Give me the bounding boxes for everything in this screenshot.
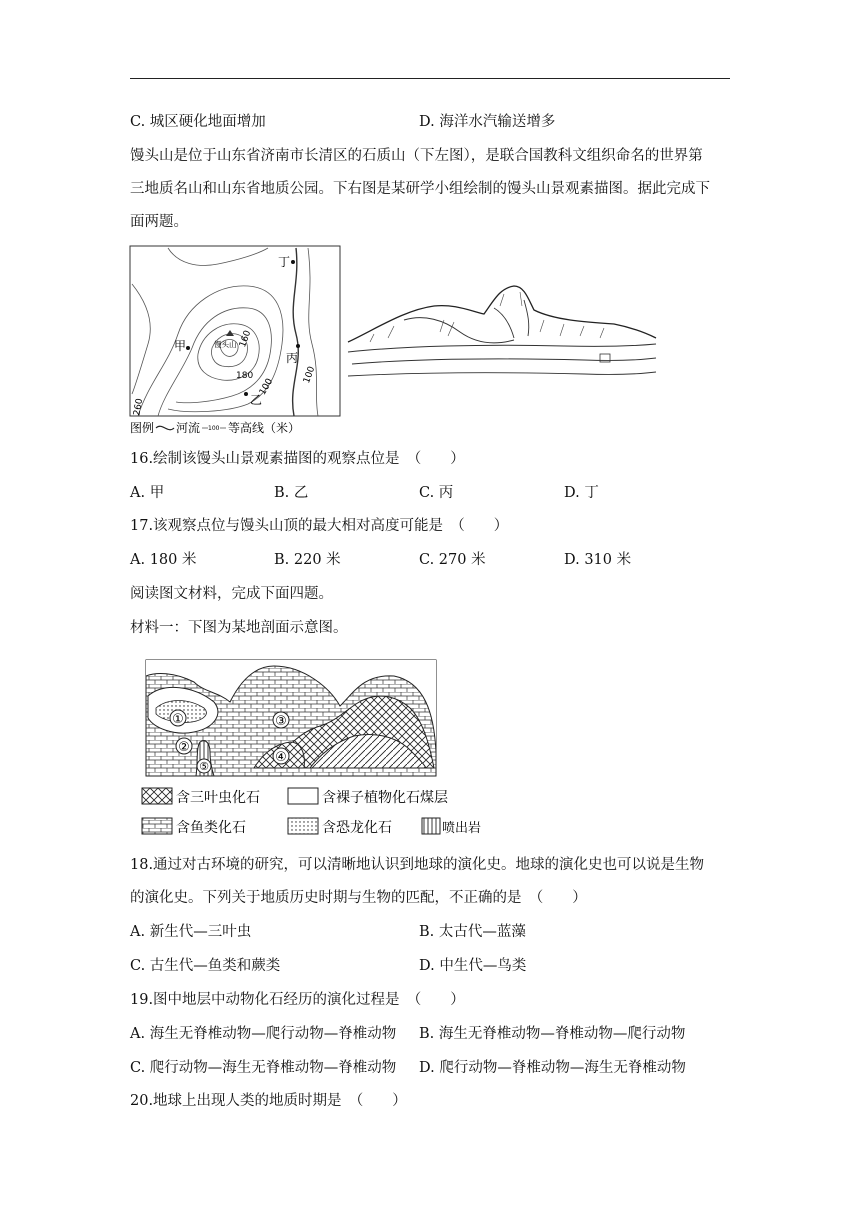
map-label-260: 260 [132,397,146,417]
q15-option-c[interactable]: C. 城区硬化地面增加 [130,114,266,130]
map-label-yi: 乙 [250,393,263,407]
q16-stem: 16.绘制该馒头山景观素描图的观察点位是 （ ） [130,451,465,467]
map-label-100b: 100 [302,365,318,385]
intro1-line2: 三地质名山和山东省地质公园。下右图是某研学小组绘制的馒头山景观素描图。据此完成下 [130,181,710,197]
q17-option-a[interactable]: A. 180 米 [130,552,197,568]
q19-option-d[interactable]: D. 爬行动物—脊椎动物—海生无脊椎动物 [419,1060,686,1076]
q19-stem: 19.图中地层中动物化石经历的演化过程是 （ ） [130,992,465,1008]
legend-volcanic: 喷出岩 [442,821,482,836]
q17-option-b[interactable]: B. 220 米 [274,552,341,568]
contour-map-figure [128,244,344,440]
q19-option-b[interactable]: B. 海生无脊椎动物—脊椎动物—爬行动物 [419,1026,686,1042]
q19-option-a[interactable]: A. 海生无脊椎动物—爬行动物—脊椎动物 [130,1026,397,1042]
geologic-profile-figure [134,652,482,842]
q18-option-b[interactable]: B. 太古代—蓝藻 [419,924,526,940]
q16-option-a[interactable]: A. 甲 [130,485,165,501]
legend-dinosaur: 含恐龙化石 [322,820,392,836]
intro2: 阅读图文材料，完成下面四题。 [130,586,333,602]
q20-stem: 20.地球上出现人类的地质时期是 （ ） [130,1093,407,1109]
profile-marker-2: ② [178,740,190,755]
map-legend-prefix: 图例 [130,421,155,435]
map-label-bing: 丙 [286,351,299,365]
map-label-peak: 馒头山 [214,340,237,349]
map-label-100a: 100 [257,377,276,397]
map-legend-contour: 等高线（米） [228,421,301,435]
map-label-ding: 丁 [278,255,291,269]
map-legend-contour-sample: 100 [208,425,220,432]
legend-fish: 含鱼类化石 [176,820,246,836]
map-label-180: 180 [236,371,254,381]
q16-option-d[interactable]: D. 丁 [564,485,599,501]
q18-option-d[interactable]: D. 中生代—鸟类 [419,958,527,974]
landscape-sketch-figure [344,280,658,384]
q17-option-c[interactable]: C. 270 米 [419,552,486,568]
map-legend-river: 河流 [176,421,201,435]
q18-option-a[interactable]: A. 新生代—三叶虫 [130,924,252,940]
q18-stem-line2: 的演化史。下列关于地质历史时期与生物的匹配，不正确的是 （ ） [130,890,587,906]
q19-option-c[interactable]: C. 爬行动物—海生无脊椎动物—脊椎动物 [130,1060,397,1076]
map-label-160: 160 [238,329,254,349]
legend-trilobite: 含三叶虫化石 [176,790,260,806]
intro1-line3: 面两题。 [130,214,188,230]
header-rule [130,78,730,79]
profile-marker-3: ③ [275,714,287,729]
q18-option-c[interactable]: C. 古生代—鱼类和蕨类 [130,958,281,974]
q17-option-d[interactable]: D. 310 米 [564,552,632,568]
material1: 材料一：下图为某地剖面示意图。 [130,620,348,636]
profile-marker-4: ④ [275,750,287,765]
legend-gymnosperm: 含裸子植物化石煤层 [322,790,448,806]
q17-stem: 17.该观察点位与馒头山顶的最大相对高度可能是 （ ） [130,518,509,534]
map-label-jia: 甲 [174,339,187,353]
profile-marker-1: ① [172,712,184,727]
q15-option-d[interactable]: D. 海洋水汽输送增多 [419,114,556,130]
q18-stem-line1: 18.通过对古环境的研究，可以清晰地认识到地球的演化史。地球的演化史也可以说是生物 [130,857,705,873]
intro1-line1: 馒头山是位于山东省济南市长清区的石质山（下左图），是联合国教科文组织命名的世界第 [130,148,703,164]
q16-option-b[interactable]: B. 乙 [274,485,309,501]
profile-marker-5: ⑤ [199,760,209,773]
q16-option-c[interactable]: C. 丙 [419,485,454,501]
